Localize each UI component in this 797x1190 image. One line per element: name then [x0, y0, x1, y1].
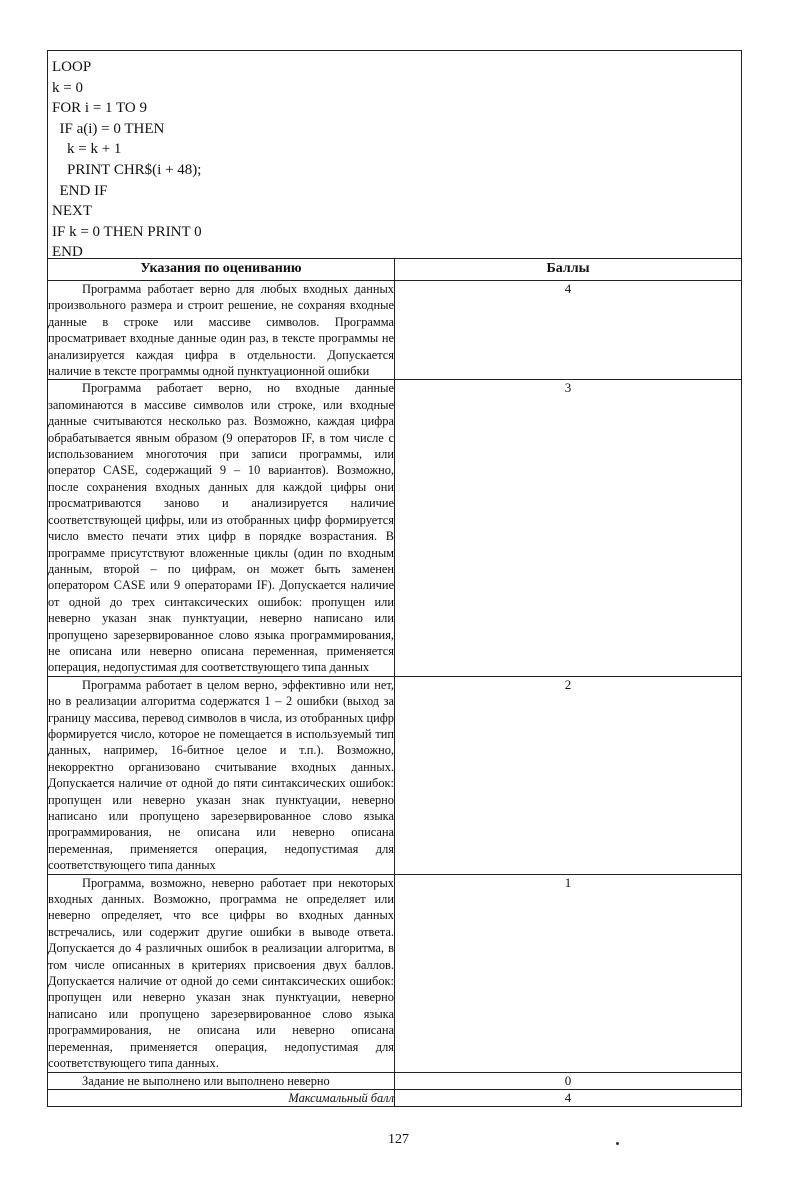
points-cell: 1: [395, 874, 742, 1072]
code-line: FOR i = 1 TO 9: [52, 100, 148, 117]
criteria-text: Программа работает верно для любых входных данных произвольного размера и строит решение, не сохраняя входные данные в строке или массиве символов. Программа просматривает входные данные один раз, в тексте программы не анализируется каждая цифра в отдельности. Допускается наличие в тексте программы одной пунктуационной ошибки: [48, 282, 394, 379]
header-points: Баллы: [395, 259, 742, 281]
code-line: END: [52, 244, 83, 261]
points-cell: 0: [395, 1072, 742, 1089]
table-row: [48, 874, 742, 1072]
criteria-text: Программа работает в целом верно, эффективно или нет, но в реализации алгоритма содержатся 1 – 2 ошибки (выход за границу массива, перевод символов в числа, из отобранных цифр формируется число, которое не помещается в используемый тип данных, например, 16-битное целое и т.п.). Возможно, некорректно организовано считывание входных данных. Допускается наличие от одной до пяти синтаксических ошибок: пропущен или неверно указан знак пунктуации, неверно написано или пропущено зарезервированное слово языка программирования, не описана или неверно описана переменная, применяется операция, недопустимая для соответствующего типа данных: [48, 677, 394, 873]
code-line: PRINT CHR$(i + 48);: [52, 161, 202, 178]
grading-table: [47, 50, 742, 1107]
code-line: END IF: [52, 182, 108, 199]
criteria-text: Задание не выполнено или выполнено неверно: [82, 1073, 330, 1088]
points-cell: 4: [395, 281, 742, 380]
table-row: [48, 281, 742, 380]
table-row: [48, 676, 742, 874]
criteria-cell: [48, 676, 395, 874]
code-line: IF k = 0 THEN PRINT 0: [52, 223, 202, 240]
code-line: IF a(i) = 0 THEN: [52, 120, 165, 137]
assessment-sheet: [47, 50, 742, 1107]
points-cell: 2: [395, 676, 742, 874]
program-code: [48, 51, 741, 261]
code-cell: [48, 51, 742, 259]
criteria-cell: [48, 281, 395, 380]
code-row: [48, 51, 742, 259]
code-line: LOOP: [52, 59, 92, 75]
code-line: k = 0: [52, 79, 83, 96]
points-cell: 3: [395, 380, 742, 676]
criteria-text: Программа, возможно, неверно работает при некоторых входных данных. Возможно, программа не определяет или неверно определяет, что все цифры во входных данных встречались, или содержит другие ошибки в выводе ответа. Допускается до 4 различных ошибок в реализации алгоритма, в том числе описанных в критериях присвоения двух баллов. Допускается наличие от одной до семи синтаксических ошибок: пропущен или неверно указан знак пунктуации, неверно написано или пропущено зарезервированное слово языка программирования, не описана или неверно описана переменная, применяется операция, недопустимая для соответствующего типа данных.: [48, 875, 394, 1071]
header-criteria: Указания по оцениванию: [48, 259, 395, 281]
max-score-value: 4: [395, 1089, 742, 1106]
page-number: 127: [388, 1132, 409, 1147]
criteria-cell: [48, 380, 395, 676]
code-line: k = k + 1: [52, 141, 122, 158]
table-row: [48, 380, 742, 676]
criteria-cell: [48, 874, 395, 1072]
scan-speck: [616, 1142, 619, 1145]
max-score-label: Максимальный балл: [48, 1089, 395, 1106]
criteria-cell: [48, 1072, 395, 1089]
table-header-row: [48, 259, 742, 281]
table-row: [48, 1072, 742, 1089]
criteria-text: Программа работает верно, но входные данные запоминаются в массиве символов или строке, или входные данные считываются несколько раз. Возможно, каждая цифра обрабатывается явным образом (9 операторов IF, в том числе с использованием многоточия при записи программы, или оператор CASE, содержащий 9 – 10 вариантов). Возможно, после сохранения входных данных для каждой цифры они просматриваются заново и анализируется наличие соответствующей цифры, или из отобранных цифр формируется число вместо печати этих цифр в порядке возрастания. В программе присутствуют вложенные циклы (один по входным данным, второй – по цифрам, он может быть заменен оператором CASE или 9 операторами IF). Допускается наличие от одной до трех синтаксических ошибок: пропущен или неверно указан знак пунктуации, неверно написано или пропущено зарезервированное слово языка программирования, не описана или неверно описана переменная, применяется операция, недопустимая для соответствующего типа данных: [48, 381, 394, 675]
code-line: NEXT: [52, 203, 92, 220]
max-score-row: [48, 1089, 742, 1106]
